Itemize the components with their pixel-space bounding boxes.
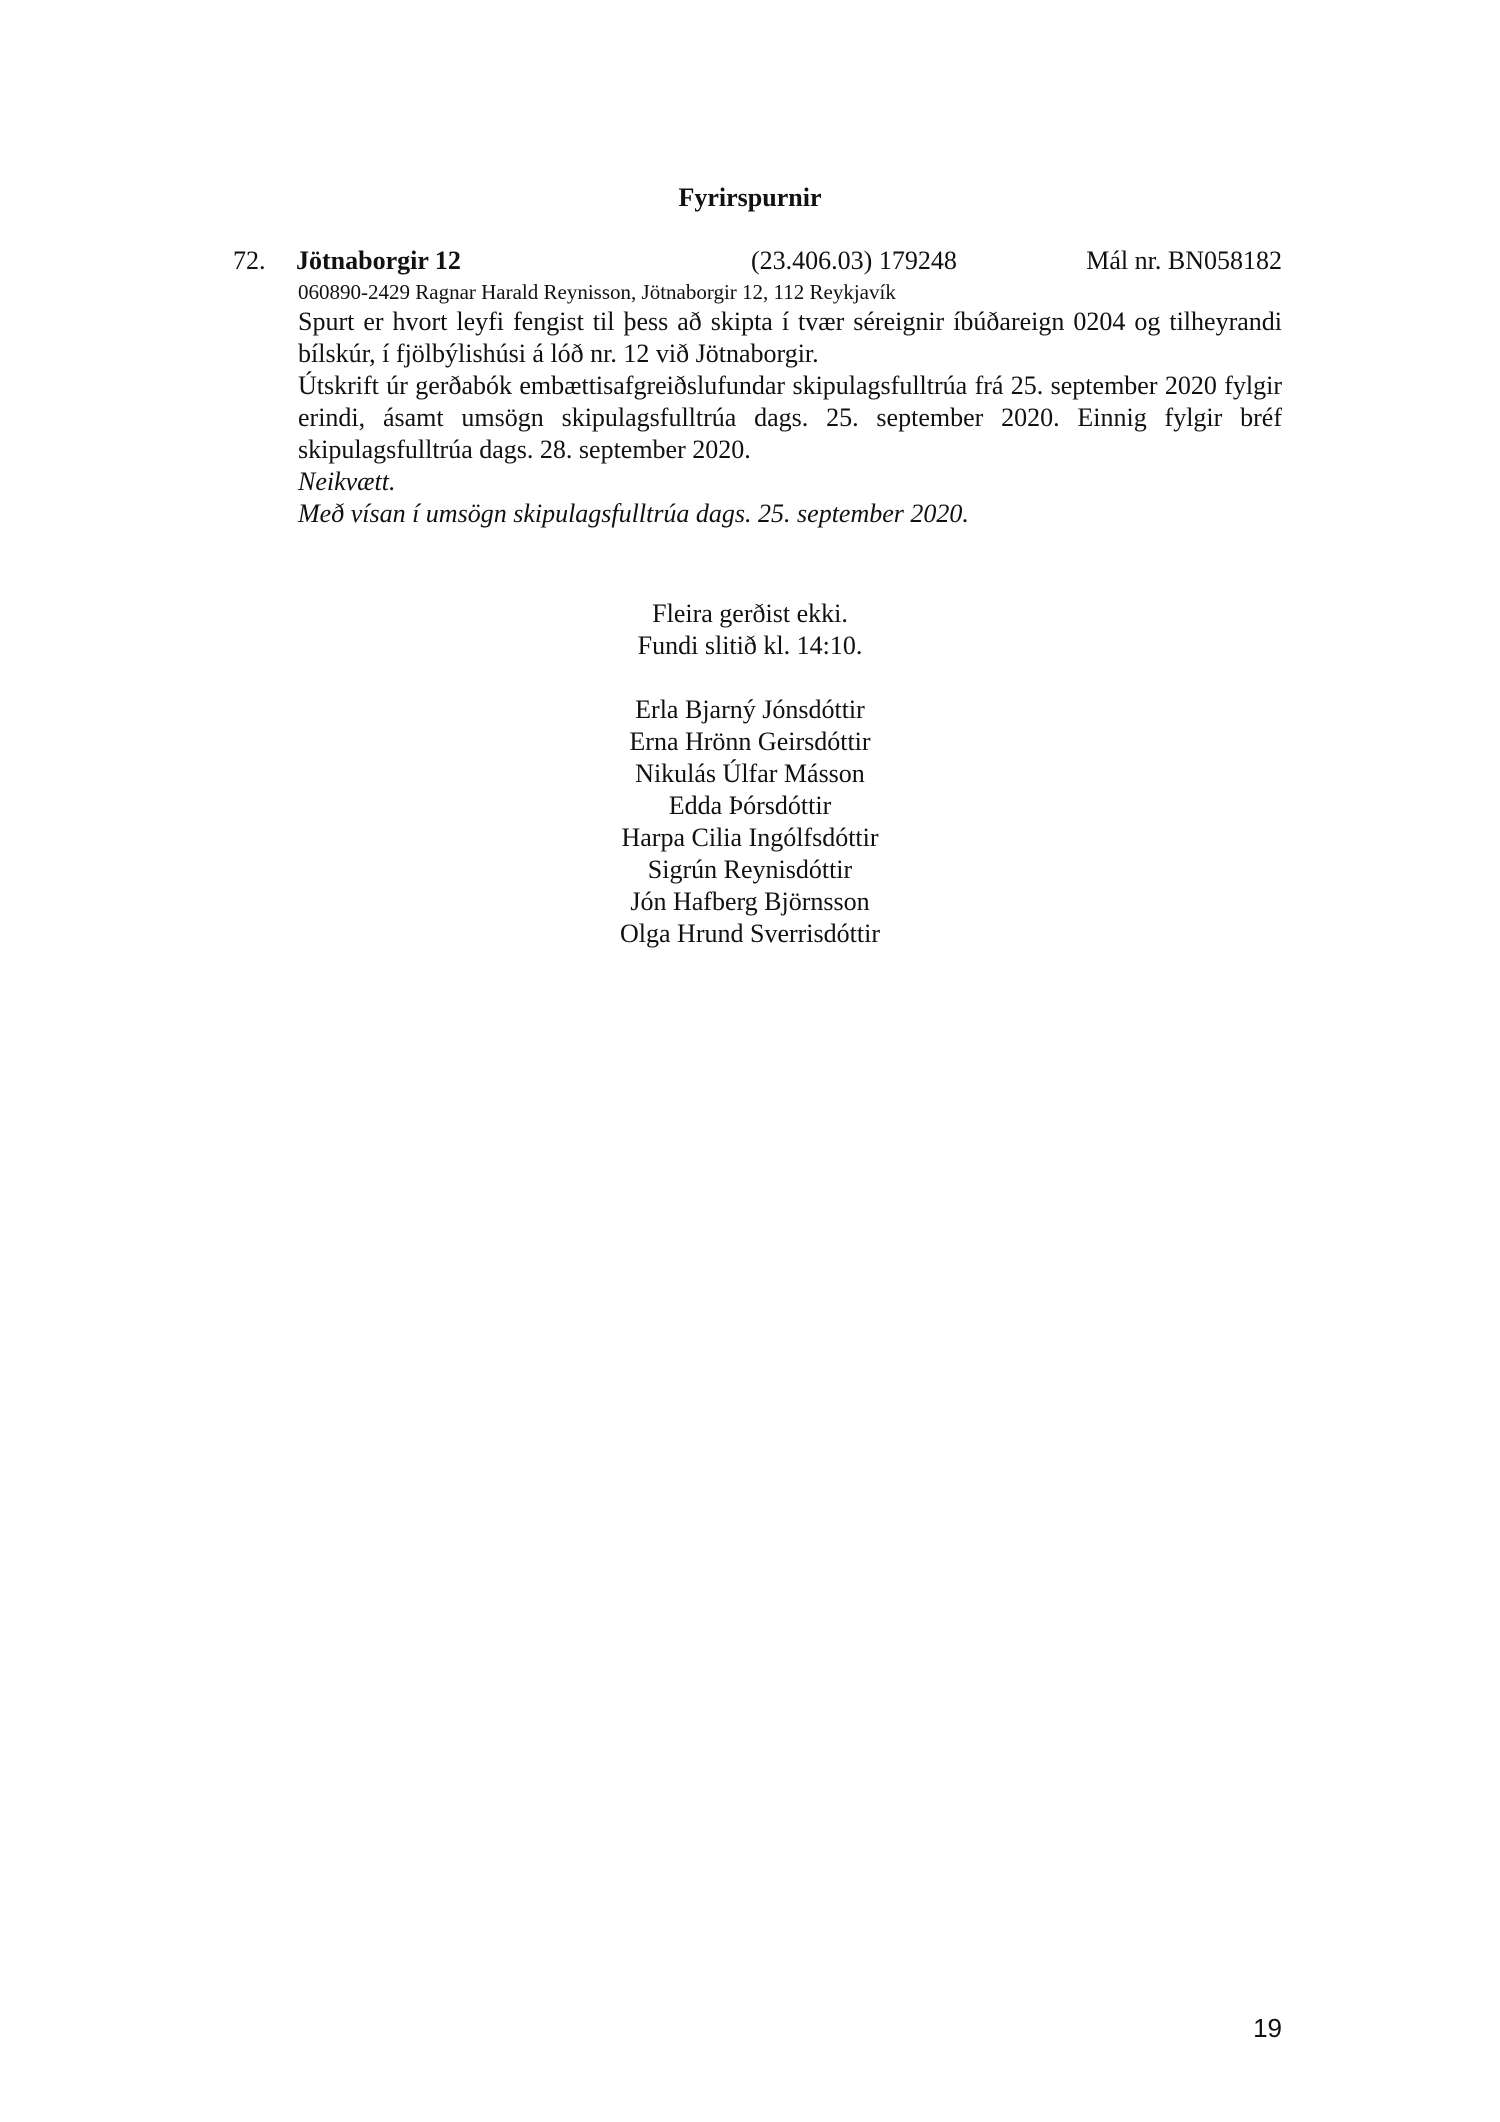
signatory-list	[0, 694, 1500, 950]
case-header	[0, 245, 1500, 277]
case-number: 72.	[233, 246, 266, 275]
case-question: Spurt er hvort leyfi fengist til þess að skipta í tvær séreignir íbúðareign 0204 og tilheyrandi bílskúr, í fjölbýlishúsi á lóð nr. 12 við Jötnaborgir.	[298, 307, 1282, 368]
section-heading: Fyrirspurnir	[678, 183, 822, 212]
page-number: 19	[1253, 2013, 1282, 2043]
case-body	[298, 278, 1282, 530]
signatory-name: Olga Hrund Sverrisdóttir	[620, 919, 880, 948]
signatory-name: Erla Bjarný Jónsdóttir	[635, 695, 865, 724]
case-decision-reason: Með vísan í umsögn skipulagsfulltrúa dags. 25. september 2020.	[298, 499, 969, 528]
signatory-name: Nikulás Úlfar Másson	[635, 759, 865, 788]
signatory-name: Edda Þórsdóttir	[668, 791, 832, 820]
signatory-name: Jón Hafberg Björnsson	[630, 887, 870, 916]
closing-line: Fleira gerðist ekki.	[652, 599, 848, 628]
case-address: Jötnaborgir 12	[296, 246, 461, 275]
signatory-name: Harpa Cilia Ingólfsdóttir	[621, 823, 879, 852]
case-decision: Neikvætt.	[298, 467, 396, 496]
signatory-name: Erna Hrönn Geirsdóttir	[629, 727, 871, 756]
case-land-number: (23.406.03) 179248	[751, 246, 957, 275]
applicant-line: 060890-2429 Ragnar Harald Reynisson, Jötnaborgir 12, 112 Reykjavík	[298, 280, 896, 304]
case-attachments: Útskrift úr gerðabók embættisafgreiðslufundar skipulagsfulltrúa frá 25. september 2020 fylgir erindi, ásamt umsögn skipulagsfulltrúa dags. 25. september 2020. Einnig fylgir bréf skipulagsfulltrúa dags. 28. september 2020.	[298, 371, 1282, 464]
closing-block	[0, 598, 1500, 662]
signatory-name: Sigrún Reynisdóttir	[647, 855, 853, 884]
closing-line: Fundi slitið kl. 14:10.	[637, 631, 863, 660]
case-reference: Mál nr. BN058182	[1086, 246, 1282, 275]
